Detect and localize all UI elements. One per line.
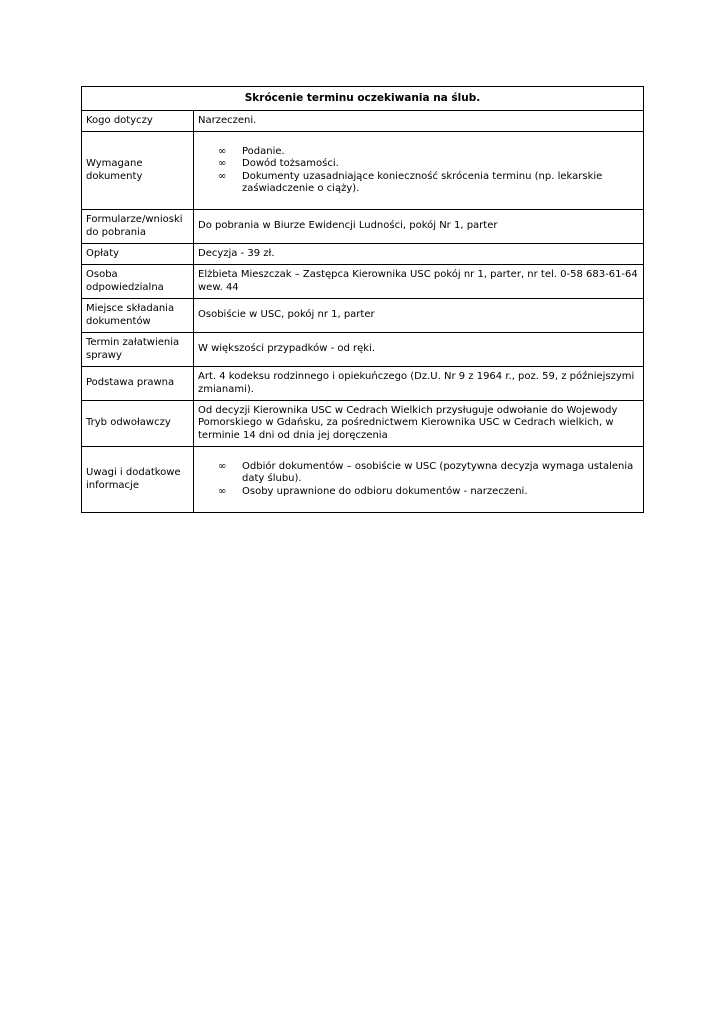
row-label: Formularze/wnioski do pobrania	[82, 210, 194, 244]
row-label: Uwagi i dodatkowe informacje	[82, 447, 194, 513]
infinity-bullet-icon: ∞	[218, 485, 227, 497]
list-item	[218, 171, 639, 196]
list-item	[218, 486, 639, 499]
list-item	[218, 158, 639, 171]
row-label: Miejsce składania dokumentów	[82, 299, 194, 333]
row-value: Od decyzji Kierownika USC w Cedrach Wielkich przysługuje odwołanie do Wojewody Pomorskiego w Gdańsku, za pośrednictwem Kierownika USC w Cedrach wielkich, w terminie 14 dni od dnia jej doręczenia	[194, 401, 644, 447]
infinity-bullet-icon: ∞	[218, 170, 227, 182]
table-row-uwagi	[82, 447, 644, 513]
table-row-tryb-odwolawczy	[82, 401, 644, 447]
table-row-miejsce-skladania	[82, 299, 644, 333]
title-row	[82, 87, 644, 111]
list-item-text: Odbiór dokumentów – osobiście w USC (pozytywna decyzja wymaga ustalenia daty ślubu).	[242, 460, 634, 485]
documents-list	[198, 146, 639, 196]
table-row-wymagane-dokumenty	[82, 132, 644, 210]
row-label: Podstawa prawna	[82, 367, 194, 401]
table-row-kogo-dotyczy	[82, 111, 644, 132]
list-item	[218, 461, 639, 486]
row-value	[194, 447, 644, 513]
table-title: Skrócenie terminu oczekiwania na ślub.	[82, 87, 644, 111]
row-value: Elżbieta Mieszczak – Zastępca Kierownika USC pokój nr 1, parter, nr tel. 0-58 683-61-64 wew. 44	[194, 265, 644, 299]
list-item-text: Dokumenty uzasadniające konieczność skrócenia terminu (np. lekarskie zaświadczenie o ciąży).	[242, 170, 603, 194]
row-value: Decyzja - 39 zł.	[194, 244, 644, 265]
row-label: Osoba odpowiedzialna	[82, 265, 194, 299]
notes-list	[198, 461, 639, 499]
row-value	[194, 132, 644, 210]
row-value: Narzeczeni.	[194, 111, 644, 132]
infinity-bullet-icon: ∞	[218, 145, 227, 157]
table-row-oplaty	[82, 244, 644, 265]
procedure-info-table	[81, 86, 644, 513]
row-label: Kogo dotyczy	[82, 111, 194, 132]
row-value: Do pobrania w Biurze Ewidencji Ludności, pokój Nr 1, parter	[194, 210, 644, 244]
infinity-bullet-icon: ∞	[218, 158, 227, 169]
table-row-podstawa-prawna	[82, 367, 644, 401]
infinity-bullet-icon: ∞	[218, 460, 227, 472]
row-label: Termin załatwienia sprawy	[82, 333, 194, 367]
list-item-text: Dowód tożsamości.	[242, 158, 339, 169]
list-item	[218, 146, 639, 159]
list-item-text: Osoby uprawnione do odbioru dokumentów - narzeczeni.	[242, 485, 528, 497]
table-row-formularze	[82, 210, 644, 244]
table-row-termin-zalatwienia	[82, 333, 644, 367]
table-row-osoba-odpowiedzialna	[82, 265, 644, 299]
row-value: W większości przypadków - od ręki.	[194, 333, 644, 367]
row-label: Opłaty	[82, 244, 194, 265]
row-label: Tryb odwoławczy	[82, 401, 194, 447]
row-value: Art. 4 kodeksu rodzinnego i opiekuńczego (Dz.U. Nr 9 z 1964 r., poz. 59, z późniejszymi zmianami).	[194, 367, 644, 401]
row-label: Wymagane dokumenty	[82, 132, 194, 210]
row-value: Osobiście w USC, pokój nr 1, parter	[194, 299, 644, 333]
list-item-text: Podanie.	[242, 145, 285, 157]
